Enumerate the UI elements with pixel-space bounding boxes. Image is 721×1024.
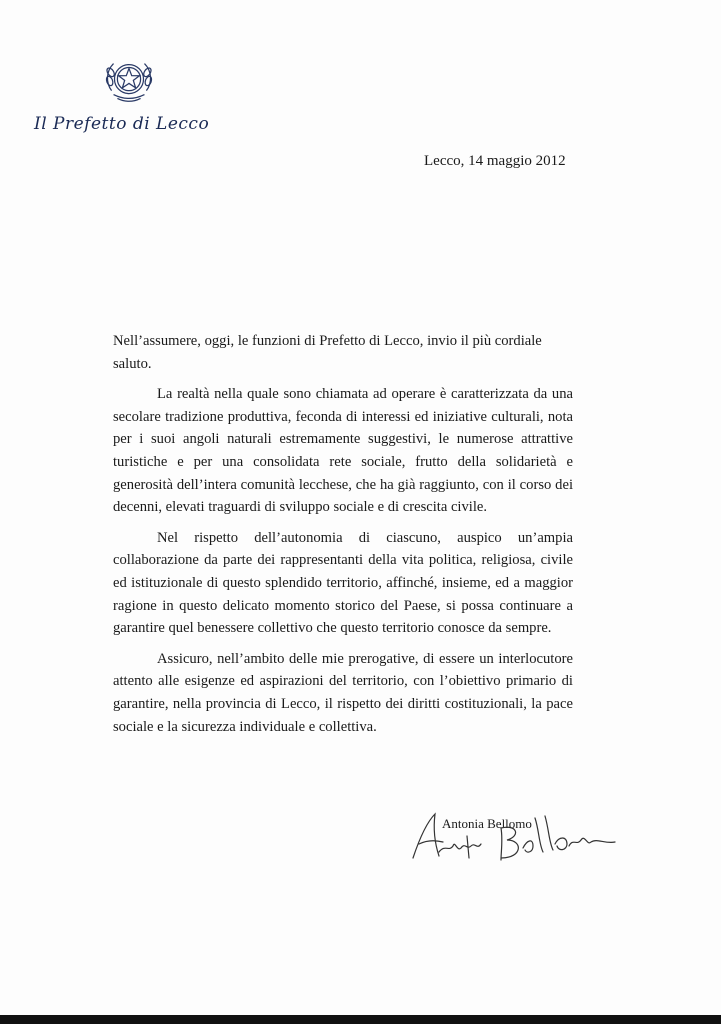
italian-republic-emblem-icon	[100, 52, 158, 110]
signature-block	[405, 800, 645, 870]
paragraph-1: La realtà nella quale sono chiamata ad operare è caratterizzata da una secolare tradizione produttiva, feconda di interessi ed iniziative culturali, nota per i suoi angoli naturali estremamente suggestivi, le numerose attrattive turistiche e per una consolidata rete sociale, frutto della solidarietà e generosità dell’intera comunità lecchese, che ha già raggiunto, con il corso dei decenni, elevati traguardi di sviluppo sociale e di crescita civile.	[113, 386, 573, 516]
opening-line: Nell’assumere, oggi, le funzioni di Prefetto di Lecco, invio il più cordiale saluto.	[113, 333, 542, 372]
handwritten-signature-icon	[405, 800, 645, 870]
place-date: Lecco, 14 maggio 2012	[424, 153, 566, 169]
paragraph-3: Assicuro, nell’ambito delle mie prerogative, di essere un interlocutore attento alle esigenze ed aspirazioni del territorio, con l’obiettivo primario di garantire, nella provincia di Lecco, il rispetto dei diritti costituzionali, la pace sociale e la sicurezza individuale e collettiva.	[113, 650, 573, 735]
letter-body	[113, 330, 573, 738]
scan-edge	[0, 1015, 721, 1024]
paragraph-2: Nel rispetto dell’autonomia di ciascuno, auspico un’ampia collaborazione da parte dei rappresentanti della vita politica, religiosa, civile ed istituzionale di questo splendido territorio, affinché, insieme, ed a maggior ragione in questo delicato momento storico del Paese, si possa continuare a garantire quel benessere collettivo che questo territorio conosce da sempre.	[113, 529, 573, 637]
letterhead-title: Il Prefetto di Lecco	[34, 114, 210, 134]
signer-name: Antonia Bellomo	[442, 816, 532, 831]
